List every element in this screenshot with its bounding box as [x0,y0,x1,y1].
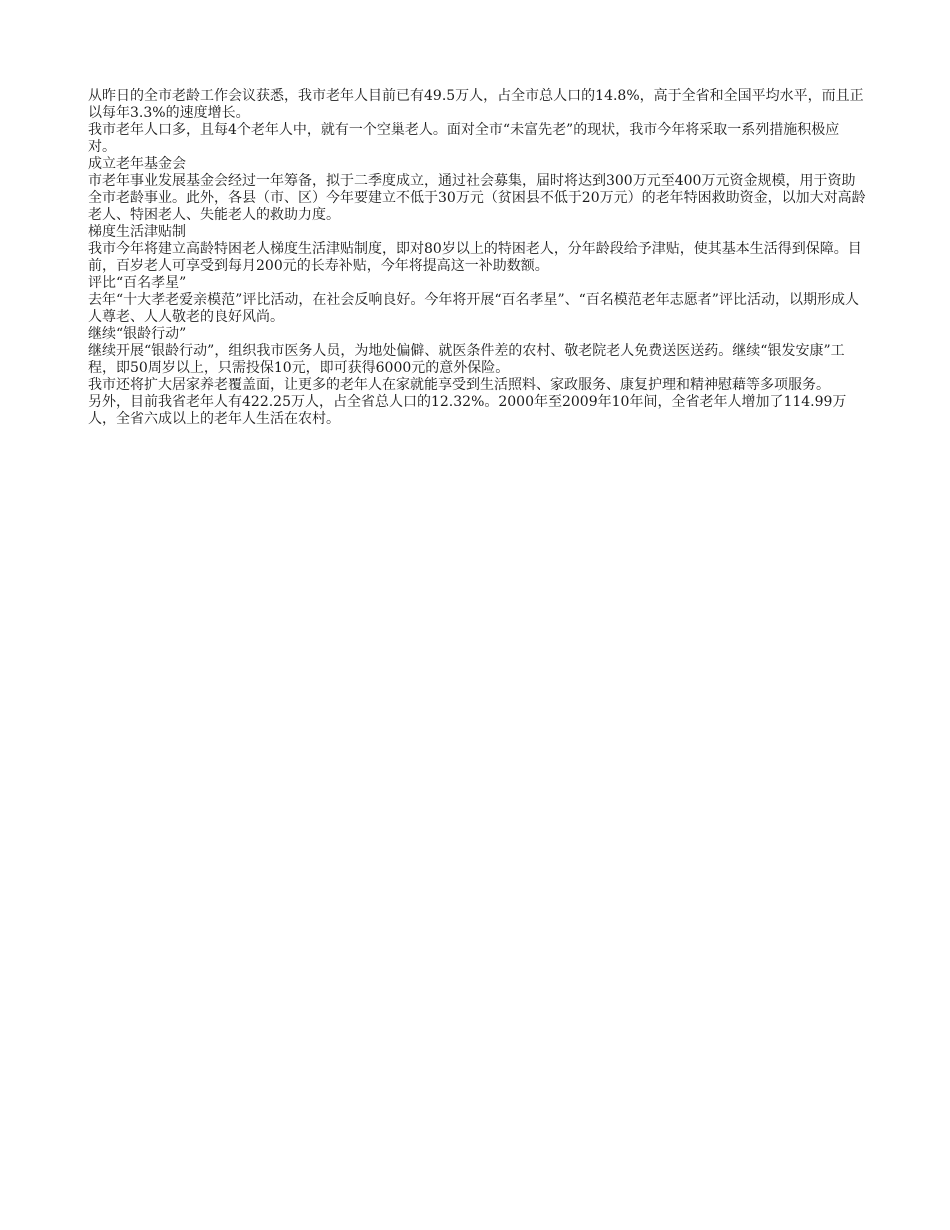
paragraph-province-stats: 另外，目前我省老年人有422.25万人，占全省总人口的12.32%。2000年至2009年10年间，全省老年人增加了114.99万人，全省六成以上的老年人生活在农村。 [88,394,847,427]
paragraph-foundation: 市老年事业发展基金会经过一年筹备，拟于二季度成立，通过社会募集，届时将达到300万元至400万元资金规模，用于资助全市老龄事业。此外，各县（市、区）今年要建立不低于30万元（贫困县不低于20万元）的老年特困救助资金，以加大对高龄老人、特困老人、失能老人的救助力度。 [88,173,866,223]
paragraph-allowance: 我市今年将建立高龄特困老人梯度生活津贴制度，即对80岁以上的特困老人，分年龄段给予津贴，使其基本生活得到保障。目前，百岁老人可享受到每月200元的长寿补贴，今年将提高这一补助数额。 [88,241,862,274]
heading-allowance: 梯度生活津贴制 [88,224,186,240]
paragraph-silver-action: 继续开展“银龄行动”，组织我市医务人员，为地处偏僻、就医条件差的农村、敬老院老人免费送医送药。继续“银发安康”工程，即50周岁以上，只需投保10元，即可获得6000元的意外保险。 [88,343,845,376]
heading-silver-action: 继续“银龄行动” [88,326,187,342]
paragraph-empty-nest: 我市老年人口多，且每4个老年人中，就有一个空巢老人。面对全市“未富先老”的现状，我市今年将采取一系列措施积极应对。 [88,122,840,155]
paragraph-home-care: 我市还将扩大居家养老覆盖面，让更多的老年人在家就能享受到生活照料、家政服务、康复护理和精神慰藉等多项服务。 [88,377,830,393]
paragraph-filial-stars: 去年“十大孝老爱亲模范”评比活动，在社会反响良好。今年将开展“百名孝星”、“百名模范老年志愿者”评比活动，以期形成人人尊老、人人敬老的良好风尚。 [88,292,859,325]
heading-foundation: 成立老年基金会 [88,156,186,172]
paragraph-intro: 从昨日的全市老龄工作会议获悉，我市老年人目前已有49.5万人，占全市总人口的14.8%，高于全省和全国平均水平，而且正以每年3.3%的速度增长。 [88,88,864,121]
document-body [88,88,866,428]
heading-filial-stars: 评比“百名孝星” [88,275,187,291]
